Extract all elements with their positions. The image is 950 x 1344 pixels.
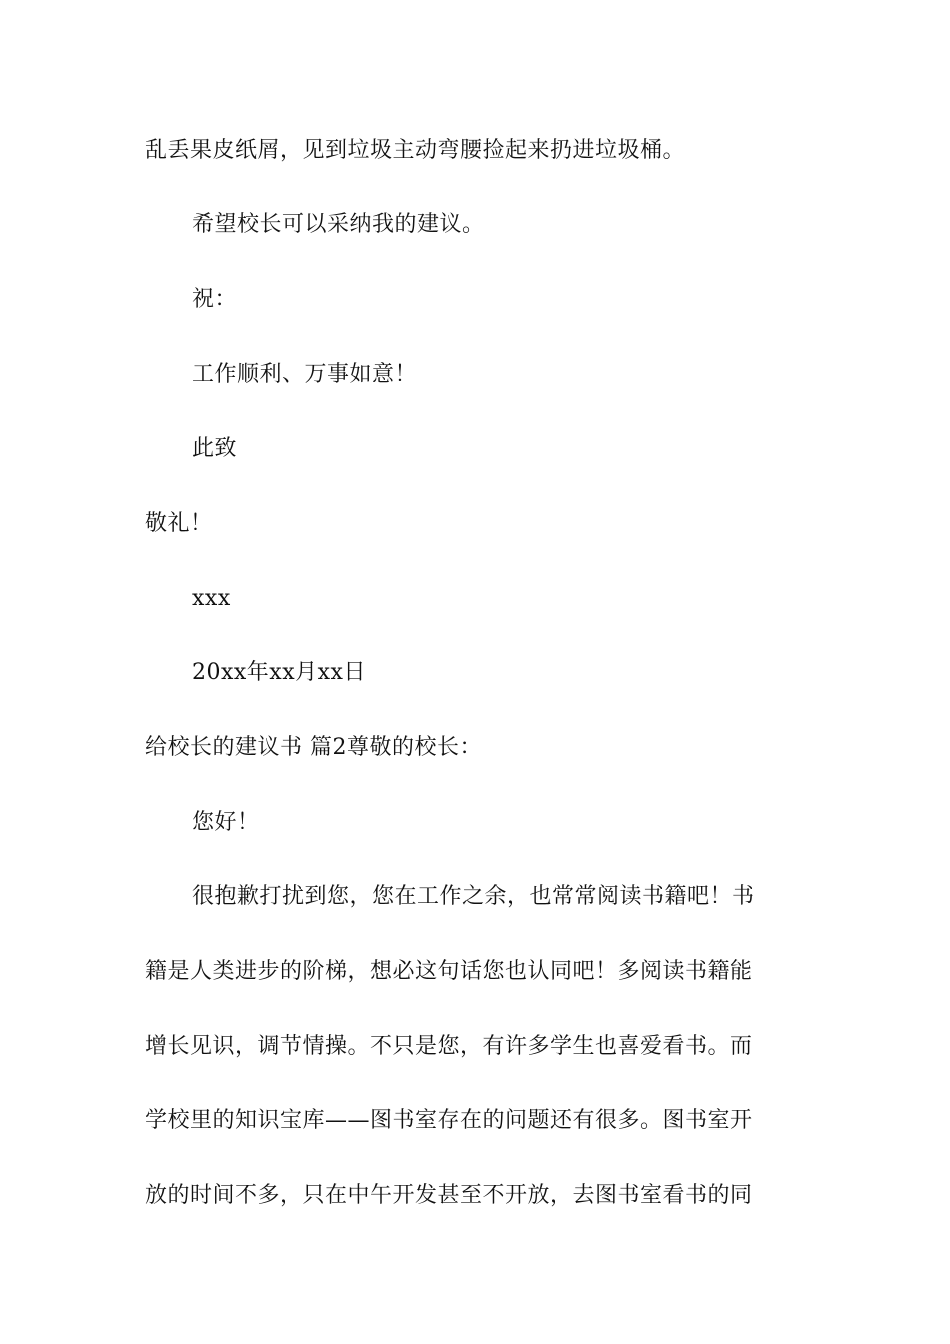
paragraph-line-4: 籍是人类进步的阶梯，想必这句话您也认同吧！多阅读书籍能 — [145, 959, 753, 984]
paragraph-line-3: 很抱歉打扰到您，您在工作之余，也常常阅读书籍吧！书 — [192, 884, 755, 909]
signature-date: 20xx年xx月xx日 — [192, 660, 366, 685]
paragraph-line-5: 增长见识，调节情操。不只是您，有许多学生也喜爱看书。而 — [145, 1034, 753, 1059]
paragraph-line-1: 乱丢果皮纸屑，见到垃圾主动弯腰捡起来扔进垃圾桶。 — [145, 138, 686, 163]
paragraph-line-6: 学校里的知识宝库——图书室存在的问题还有很多。图书室开 — [145, 1108, 753, 1133]
closing-phrase: 此致 — [192, 436, 238, 461]
paragraph-line-7: 放的时间不多，只在中午开发甚至不开放，去图书室看书的同 — [145, 1183, 753, 1208]
salutation-wish: 祝： — [192, 287, 238, 312]
signature-name: xxx — [192, 586, 231, 611]
greeting: 您好！ — [192, 810, 260, 835]
paragraph-line-2: 希望校长可以采纳我的建议。 — [192, 212, 485, 237]
closing-respect: 敬礼！ — [145, 511, 213, 536]
section-heading: 给校长的建议书 篇2尊敬的校长： — [145, 735, 482, 760]
salutation-wish-content: 工作顺利、万事如意！ — [192, 362, 418, 387]
